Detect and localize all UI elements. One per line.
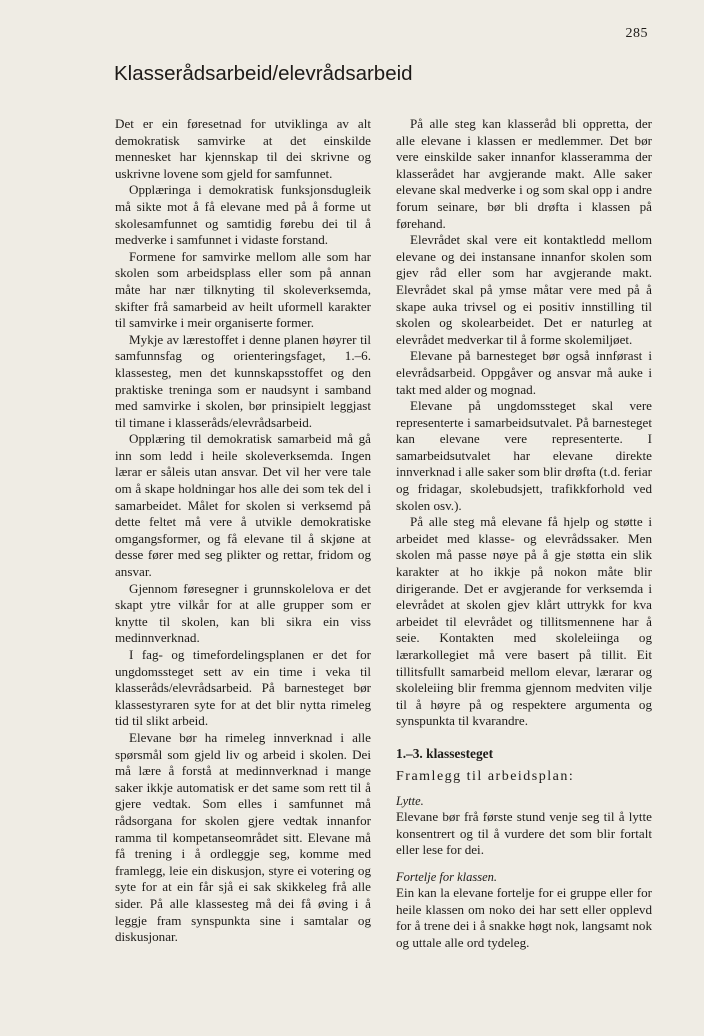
paragraph: På alle steg må elevane få hjelp og støtte i arbeidet med klasse- og elevrådssaker. Men skolen må passe nøye på å gje støtta ein slik karakter at ho ikkje på nokon måte blir dirigerande. Det er avgjerande for verksemda i elevrådet at skolen gjev klårt uttrykk for kva arbeidet til elevrådet og tillitsmennene har å seie. Kontakten med skoleleiinga og lærarkollegiet må vere basert på tillit. Eit tillitsfullt samarbeid mellom elevar, lærarar og skoleleiing blir fremma gjennom medviten vilje til å høyre på og respektere argumenta og synspunkta til kvarandre. — [396, 514, 652, 729]
paragraph: Opplæringa i demokratisk funksjonsdugleik må sikte mot å få elevane med på å forme ut skolesamfunnet og samtidig førebu dei til å medverke i samfunnet i vidaste forstand. — [115, 182, 371, 248]
page-title: Klasserådsarbeid/elevrådsarbeid — [114, 62, 413, 85]
page-number: 285 — [625, 26, 648, 41]
paragraph: I fag- og timefordelingsplanen er det for ungdomssteget sett av ein time i veka til klasseråds/elevrådsarbeid. På barnesteget bør klassestyraren syte for at det blir nytta rimeleg tid til slikt arbeid. — [115, 647, 371, 729]
item-text: Ein kan la elevane fortelje for ei gruppe eller for heile klassen om noko dei har sett eller opplevd for å trene dei i å snakke høgt nok, langsamt nok og uttale alle ord tydeleg. — [396, 884, 652, 950]
paragraph: Formene for samvirke mellom alle som har skolen som arbeidsplass eller som på annan måte har nær tilknyting til skoleverksemda, skifter frå samarbeid av heilt uformell karakter til samvirke i meir organiserte former. — [115, 248, 371, 331]
left-column — [115, 116, 371, 946]
paragraph: Mykje av lærestoffet i denne planen høyrer til samfunnsfag og orienteringsfaget, 1.–6. klassesteg, men det kunnskapsstoffet og den praktiske treninga som er naudsynt i samband med samvirke i skolen, bør prinsipielt leggjast til timane i klasseråds/elevrådsarbeid. — [115, 331, 371, 430]
paragraph: Elevane bør ha rimeleg innverknad i alle spørsmål som gjeld liv og arbeid i skolen. Dei må lære å forstå at medinnverknad i mange saker ikkje automatisk er det same som rett til å gjere vedtak. Som elles i samfunnet må rådsorgana for skolen gjere vedtak innanfor ramma til kompetanseområdet sitt. Elevane må få trening i å ordleggje seg, komme med framlegg, leie ein diskusjon, styre ei votering og syte for at ein får sjå ei sak skikkeleg frå alle sider. På alle klassesteg må dei få øving i å leggje fram synspunkta sine i samtalar og diskusjonar. — [115, 729, 371, 945]
section-heading: 1.–3. klassesteget — [396, 745, 494, 761]
item-title: Lytte. — [396, 794, 424, 809]
item-title: Fortelje for klassen. — [396, 869, 498, 884]
paragraph: Elevrådet skal vere eit kontaktledd mellom elevane og dei instansane innanfor skolen som gjev råd eller som har avgjerande makt. Elevrådet skal på ymse måtar vere med på å skape auka trivsel og ei positiv innstilling til skolen og skolearbeidet. Det er naturleg at elevrådet medverkar til å forme skolemiljøet. — [396, 232, 652, 347]
paragraph: Gjennom føresegner i grunnskolelova er det skapt ytre vilkår for at alle grupper som er knytte til skolen, kan bli sikra ein viss medinnverknad. — [115, 580, 371, 646]
section-subheading: Framlegg til arbeidsplan: — [396, 768, 575, 784]
paragraph: Elevane på ungdomssteget skal vere representerte i samarbeidsutvalet. På barnesteget kan elevane vere representerte. I samarbeidsutvalet har elevane direkte innverknad i alle saker som blir drøfta (t.d. feriar og fridagar, skolebudsjett, trafikkforhold ved skolen osv.). — [396, 398, 652, 513]
paragraph: Elevane på barnesteget bør også innførast i elevrådsarbeid. Oppgåver og ansvar må auke i takt med alder og mognad. — [396, 348, 652, 397]
paragraph: På alle steg kan klasseråd bli oppretta, der alle elevane i klassen er medlemmer. Det bør vere einskilde saker innanfor klasseramma der klasserådet har avgjerande makt. Alle saker elevane skal medverke i og som skal opp i andre forum seinare, bør bli drøfta i klassen på førehand. — [396, 116, 652, 231]
paragraph: Det er ein føresetnad for utviklinga av alt demokratisk samvirke at det einskilde mennesket har kjennskap til dei skrivne og uskrivne lovene som gjeld for samfunnet. — [115, 116, 371, 181]
paragraph: Opplæring til demokratisk samarbeid må gå inn som ledd i heile skoleverksemda. Ingen lærar er såleis utan ansvar. Det vil her vere tale om å skape holdningar hos alle dei som tek del i samarbeidet. Målet for skolen si verksemd på dette feltet må vere å utvikle demokratiske omgangsformer, og få elevane til å skjøne at desse fører med seg plikter og rettar, fridom og ansvar. — [115, 431, 371, 580]
right-column — [396, 116, 652, 951]
item-text: Elevane bør frå første stund venje seg til å lytte konsentrert og til å vurdere det som blir fortalt eller lese for dei. — [396, 809, 652, 858]
